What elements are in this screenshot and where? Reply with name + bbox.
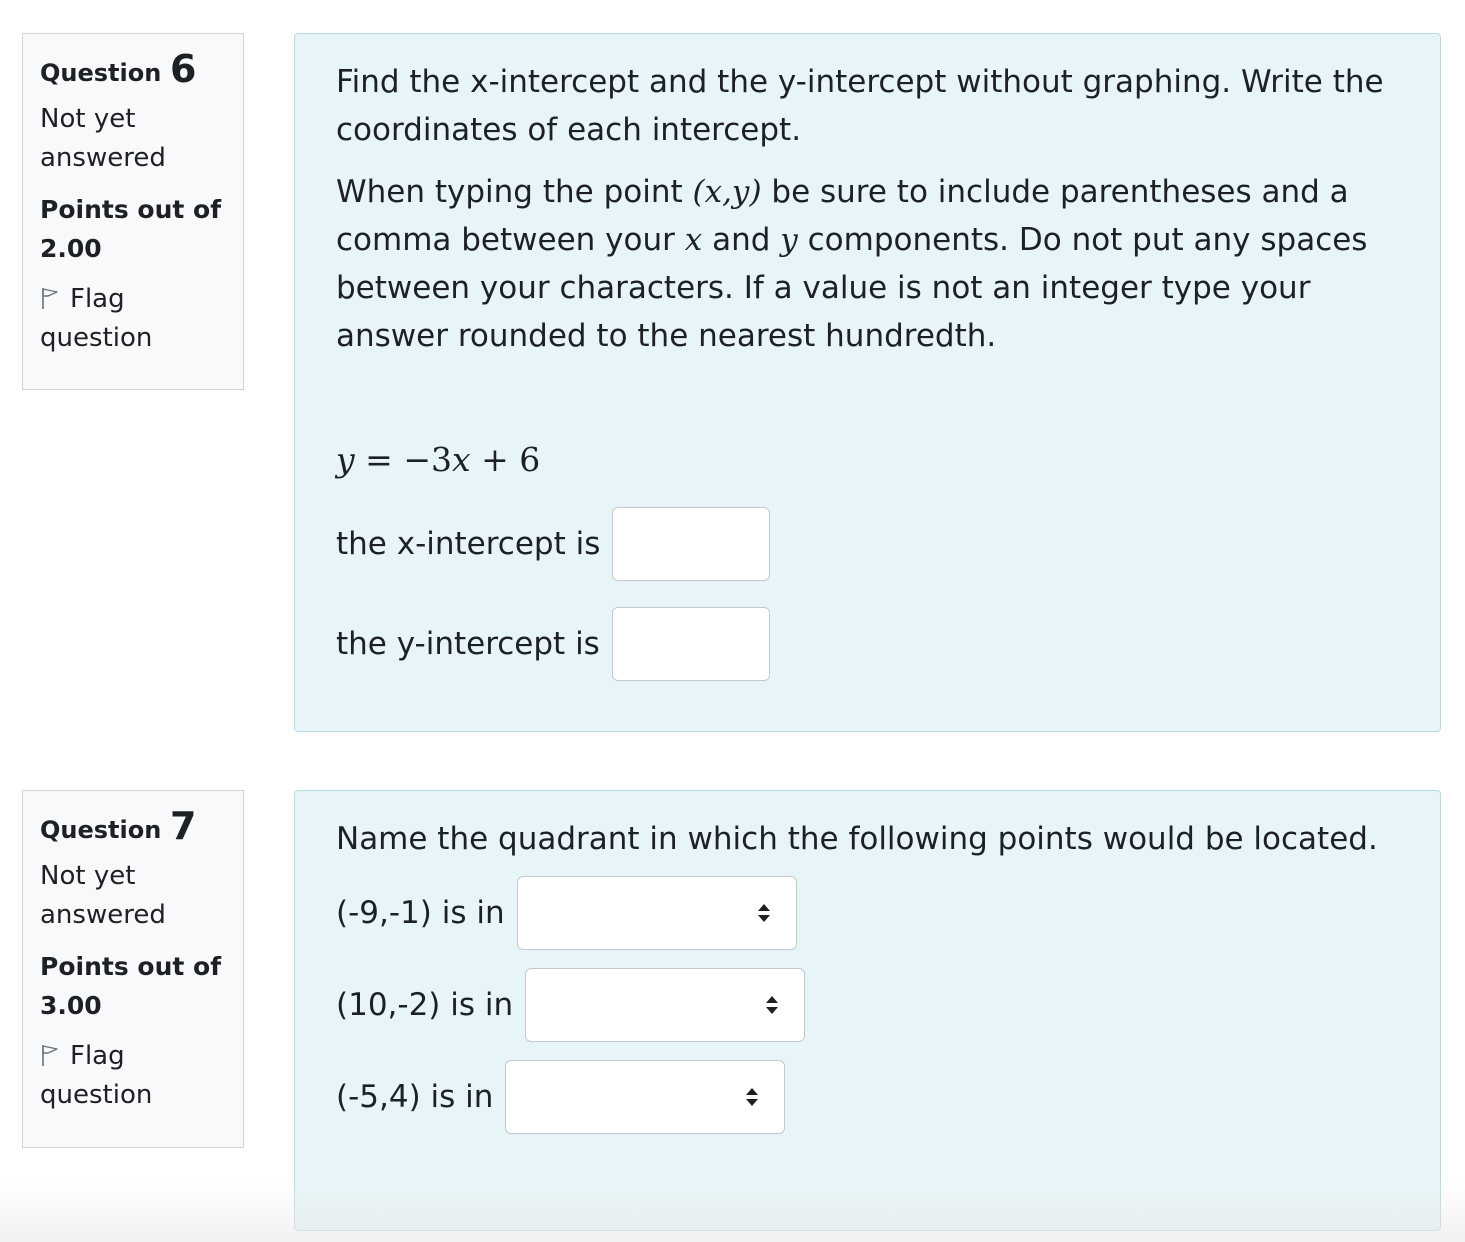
quadrant-row-3: [336, 1059, 1410, 1135]
question-text: Name the quadrant in which the following points would be located.: [336, 821, 1378, 857]
question-6-info: [22, 33, 244, 390]
flag-question-link[interactable]: [40, 280, 226, 358]
select-arrows-icon: [764, 993, 780, 1017]
question-number: Question 7: [40, 804, 197, 848]
flag-question-link[interactable]: [40, 1037, 226, 1115]
y-intercept-label: the y-intercept is: [336, 626, 600, 662]
question-7-info: [22, 790, 244, 1148]
point-label: (-9,-1) is in: [336, 895, 505, 931]
quadrant-select-1[interactable]: [517, 876, 797, 950]
question-instructions: When typing the point (x,y) be sure to include parentheses and a comma between your x and y components. Do not put any spaces between your characters. If a value is not an integer type your answer rounded to the nearest hundredth.: [336, 174, 1368, 354]
flag-label: Flag question: [40, 1041, 153, 1110]
select-arrows-icon: [744, 1085, 760, 1109]
question-7-content: [294, 790, 1441, 1231]
equation: y = −3x + 6: [336, 440, 541, 479]
question-text: Find the x-intercept and the y-intercept without graphing. Write the coordinates of each intercept.: [336, 64, 1384, 148]
flag-label: Flag question: [40, 284, 153, 353]
x-intercept-input[interactable]: [612, 507, 770, 581]
y-intercept-input[interactable]: [612, 607, 770, 681]
point-label: (-5,4) is in: [336, 1079, 494, 1115]
question-state: Not yet answered: [40, 861, 166, 930]
y-intercept-row: [336, 606, 1410, 682]
question-number: Question 6: [40, 47, 197, 91]
quadrant-select-3[interactable]: [505, 1060, 785, 1134]
quadrant-row-1: [336, 875, 1410, 951]
point-notation: (x,y): [692, 174, 762, 210]
question-grade: Points out of 3.00: [40, 952, 222, 1020]
x-intercept-row: [336, 506, 1410, 582]
question-6-content: [294, 33, 1441, 732]
question-grade: Points out of 2.00: [40, 195, 222, 263]
point-label: (10,-2) is in: [336, 987, 514, 1023]
quadrant-select-2[interactable]: [525, 968, 805, 1042]
select-arrows-icon: [756, 901, 772, 925]
quadrant-row-2: [336, 967, 1410, 1043]
question-state: Not yet answered: [40, 104, 166, 173]
flag-icon: [40, 286, 60, 310]
x-intercept-label: the x-intercept is: [336, 526, 601, 562]
flag-icon: [40, 1043, 60, 1067]
